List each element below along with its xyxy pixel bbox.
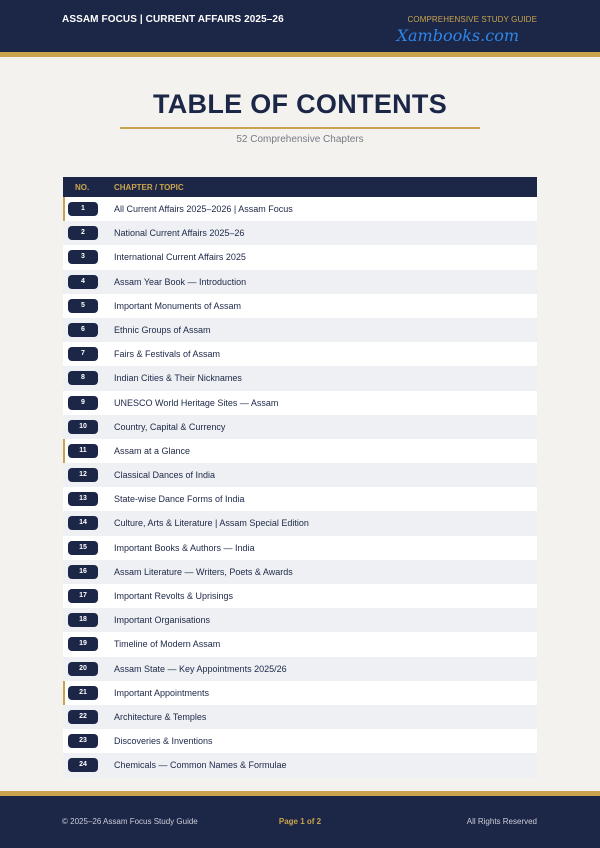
chapter-topic: Important Books & Authors — India	[114, 542, 255, 553]
chapter-number-badge: 17	[68, 589, 98, 603]
chapter-number-badge: 10	[68, 420, 98, 434]
table-row[interactable]	[63, 511, 537, 535]
chapter-topic: Timeline of Modern Assam	[114, 639, 221, 650]
chapter-number-badge: 1	[68, 202, 98, 216]
chapter-topic: Chemicals — Common Names & Formulae	[114, 760, 287, 771]
chapter-topic: Assam State — Key Appointments 2025/26	[114, 663, 287, 674]
table-row[interactable]	[63, 439, 537, 463]
chapter-number-badge: 12	[68, 468, 98, 482]
chapter-number-badge: 20	[68, 662, 98, 676]
chapter-number-badge: 5	[68, 299, 98, 313]
chapter-number-badge: 7	[68, 347, 98, 361]
chapter-topic: International Current Affairs 2025	[114, 252, 246, 263]
page-footer	[0, 796, 600, 848]
table-row[interactable]	[63, 681, 537, 705]
chapter-number-badge: 23	[68, 734, 98, 748]
chapter-number-badge: 3	[68, 250, 98, 264]
chapter-topic: Ethnic Groups of Assam	[114, 324, 211, 335]
table-body	[63, 197, 537, 778]
table-row[interactable]	[63, 632, 537, 656]
chapter-topic: Important Appointments	[114, 687, 210, 698]
chapter-number-badge: 19	[68, 637, 98, 651]
chapter-topic: Assam at a Glance	[114, 445, 191, 456]
table-row[interactable]	[63, 463, 537, 487]
chapter-number-badge: 6	[68, 323, 98, 337]
table-row[interactable]	[63, 391, 537, 415]
chapter-number-badge: 13	[68, 492, 98, 506]
chapter-topic: Country, Capital & Currency	[114, 421, 226, 432]
header-subtitle: COMPREHENSIVE STUDY GUIDE	[407, 15, 537, 24]
chapter-number-badge: 2	[68, 226, 98, 240]
header-title: ASSAM FOCUS | CURRENT AFFAIRS 2025–26	[62, 14, 284, 25]
table-row[interactable]	[63, 584, 537, 608]
chapter-number-badge: 21	[68, 686, 98, 700]
table-row[interactable]	[63, 560, 537, 584]
page-number: Page 1 of 2	[278, 817, 322, 826]
chapter-topic: Classical Dances of India	[114, 470, 216, 481]
table-row[interactable]	[63, 415, 537, 439]
table-row[interactable]	[63, 294, 537, 318]
column-header-topic: CHAPTER / TOPIC	[114, 183, 184, 192]
chapter-topic: State-wise Dance Forms of India	[114, 494, 245, 505]
table-row[interactable]	[63, 608, 537, 632]
chapter-topic: All Current Affairs 2025–2026 | Assam Focus	[114, 204, 293, 214]
chapter-number-badge: 15	[68, 541, 98, 555]
chapter-topic: Discoveries & Inventions	[114, 736, 213, 747]
chapter-number-badge: 11	[68, 444, 98, 458]
chapter-number-badge: 14	[68, 516, 98, 530]
table-row[interactable]	[63, 197, 537, 221]
chapter-number-badge: 16	[68, 565, 98, 579]
table-row[interactable]	[63, 729, 537, 753]
chapter-topic: Indian Cities & Their Nicknames	[114, 373, 242, 384]
chapter-number-badge: 18	[68, 613, 98, 627]
table-row[interactable]	[63, 657, 537, 681]
table-row[interactable]	[63, 221, 537, 245]
page-header	[0, 0, 600, 52]
table-row[interactable]	[63, 366, 537, 390]
chapter-number-badge: 4	[68, 275, 98, 289]
table-row[interactable]	[63, 342, 537, 366]
chapter-topic: National Current Affairs 2025–26	[114, 228, 245, 239]
title-divider	[120, 127, 480, 129]
chapter-topic: Architecture & Temples	[114, 711, 207, 722]
chapter-number-badge: 24	[68, 758, 98, 772]
table-row[interactable]	[63, 753, 537, 777]
brand-logo: Xambooks.com	[396, 26, 519, 45]
table-row[interactable]	[63, 487, 537, 511]
chapter-topic: Important Monuments of Assam	[114, 300, 242, 311]
chapter-topic: Important Revolts & Uprisings	[114, 591, 234, 601]
chapter-topic: Important Organisations	[114, 615, 211, 626]
table-row[interactable]	[63, 705, 537, 729]
table-row[interactable]	[63, 536, 537, 560]
chapter-number-badge: 8	[68, 371, 98, 385]
table-row[interactable]	[63, 270, 537, 294]
footer-rights: All Rights Reserved	[466, 817, 537, 826]
page-subtitle: 52 Comprehensive Chapters	[236, 134, 364, 145]
chapter-topic: Assam Literature — Writers, Poets & Awards	[114, 566, 293, 577]
chapter-topic: Assam Year Book — Introduction	[114, 276, 247, 287]
toc-table	[63, 177, 537, 790]
chapter-topic: UNESCO World Heritage Sites — Assam	[114, 397, 279, 408]
page-title: TABLE OF CONTENTS	[152, 89, 448, 119]
chapter-topic: Culture, Arts & Literature | Assam Special Edition	[114, 518, 309, 529]
chapter-number-badge: 22	[68, 710, 98, 724]
chapter-topic: Fairs & Festivals of Assam	[114, 349, 221, 360]
chapter-number-badge: 9	[68, 396, 98, 410]
header-gold-bar	[0, 52, 600, 57]
footer-copyright: © 2025–26 Assam Focus Study Guide	[62, 817, 198, 826]
column-header-no: NO.	[75, 183, 90, 192]
table-header	[63, 177, 537, 197]
table-row[interactable]	[63, 318, 537, 342]
table-row[interactable]	[63, 245, 537, 269]
